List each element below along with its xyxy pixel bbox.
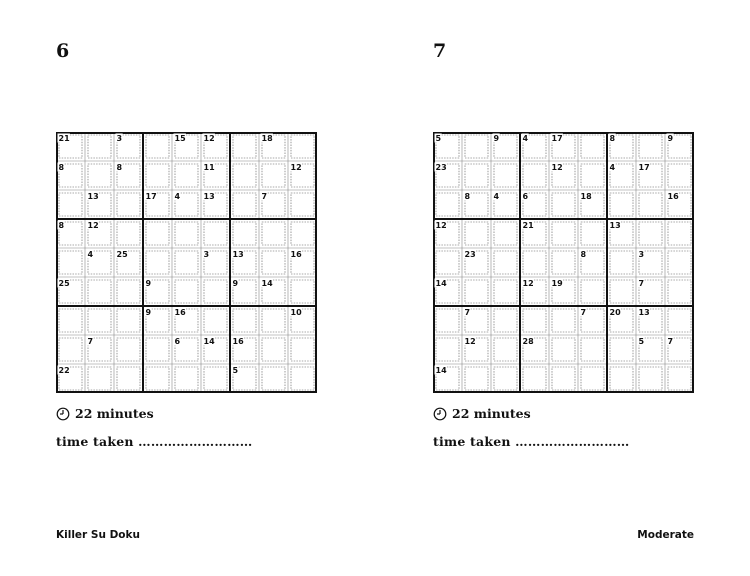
cage-sum: 18 (580, 192, 592, 201)
cage-sum: 21 (522, 221, 534, 230)
clock-icon (56, 407, 70, 421)
cage-sum: 8 (464, 192, 471, 201)
cage-sum: 14 (435, 366, 447, 375)
cage-sum: 4 (522, 134, 529, 143)
cage-sum: 15 (174, 134, 186, 143)
cage-sum: 25 (116, 250, 128, 259)
cage-sum: 3 (116, 134, 123, 143)
book-title: Killer Su Doku (56, 529, 140, 541)
cage-sum: 12 (290, 163, 302, 172)
cage-sum: 7 (87, 337, 94, 346)
cage-sum: 12 (522, 279, 534, 288)
cage-sum: 8 (580, 250, 587, 259)
cage-sum: 10 (290, 308, 302, 317)
timer-text: 22 minutes (452, 406, 531, 421)
cage-sum: 8 (116, 163, 123, 172)
cage-sum: 14 (435, 279, 447, 288)
cage-sum: 8 (58, 163, 65, 172)
cage-sum: 13 (609, 221, 621, 230)
cage-sum: 9 (145, 308, 152, 317)
cage-sum: 3 (638, 250, 645, 259)
time-taken-line: time taken ……………………… (56, 434, 253, 449)
cage-sum: 6 (522, 192, 529, 201)
cage-sum: 5 (638, 337, 645, 346)
cage-sum: 6 (174, 337, 181, 346)
cage-sum: 16 (174, 308, 186, 317)
cage-sum: 12 (435, 221, 447, 230)
cage-sum: 20 (609, 308, 621, 317)
cage-sum: 13 (638, 308, 650, 317)
cage-sum: 13 (87, 192, 99, 201)
difficulty-label: Moderate (637, 529, 694, 541)
cage-sum: 12 (203, 134, 215, 143)
cage-sum: 7 (580, 308, 587, 317)
cage-sum: 5 (435, 134, 442, 143)
cage-sum: 13 (203, 192, 215, 201)
killer-sudoku-grid[interactable] (433, 132, 694, 393)
cage-sum: 13 (232, 250, 244, 259)
grid-svg (56, 132, 317, 393)
cage-sum: 9 (667, 134, 674, 143)
timer-label (56, 406, 154, 421)
cage-sum: 12 (551, 163, 563, 172)
cage-sum: 23 (464, 250, 476, 259)
time-taken-line: time taken ……………………… (433, 434, 630, 449)
timer-label (433, 406, 531, 421)
cage-sum: 12 (87, 221, 99, 230)
cage-sum: 17 (145, 192, 157, 201)
cage-sum: 23 (435, 163, 447, 172)
cage-sum: 12 (464, 337, 476, 346)
cage-sum: 7 (464, 308, 471, 317)
cage-sum: 4 (174, 192, 181, 201)
cage-sum: 4 (493, 192, 500, 201)
puzzle-number: 7 (433, 40, 447, 62)
cage-sum: 9 (232, 279, 239, 288)
cage-sum: 14 (261, 279, 273, 288)
cage-sum: 17 (638, 163, 650, 172)
cage-sum: 8 (609, 134, 616, 143)
cage-sum: 17 (551, 134, 563, 143)
killer-sudoku-grid[interactable] (56, 132, 317, 393)
cage-sum: 16 (290, 250, 302, 259)
puzzle-number: 6 (56, 40, 70, 62)
cage-sum: 7 (261, 192, 268, 201)
cage-sum: 22 (58, 366, 70, 375)
cage-sum: 7 (667, 337, 674, 346)
cage-sum: 8 (58, 221, 65, 230)
grid-svg (433, 132, 694, 393)
cage-sum: 18 (261, 134, 273, 143)
cage-sum: 9 (493, 134, 500, 143)
cage-sum: 9 (145, 279, 152, 288)
cage-sum: 3 (203, 250, 210, 259)
cage-sum: 21 (58, 134, 70, 143)
cage-sum: 16 (667, 192, 679, 201)
timer-text: 22 minutes (75, 406, 154, 421)
cage-sum: 4 (609, 163, 616, 172)
cage-sum: 14 (203, 337, 215, 346)
clock-icon (433, 407, 447, 421)
cage-sum: 16 (232, 337, 244, 346)
cage-sum: 28 (522, 337, 534, 346)
cage-sum: 4 (87, 250, 94, 259)
cage-sum: 5 (232, 366, 239, 375)
cage-sum: 25 (58, 279, 70, 288)
cage-sum: 19 (551, 279, 563, 288)
cage-sum: 11 (203, 163, 215, 172)
cage-sum: 7 (638, 279, 645, 288)
